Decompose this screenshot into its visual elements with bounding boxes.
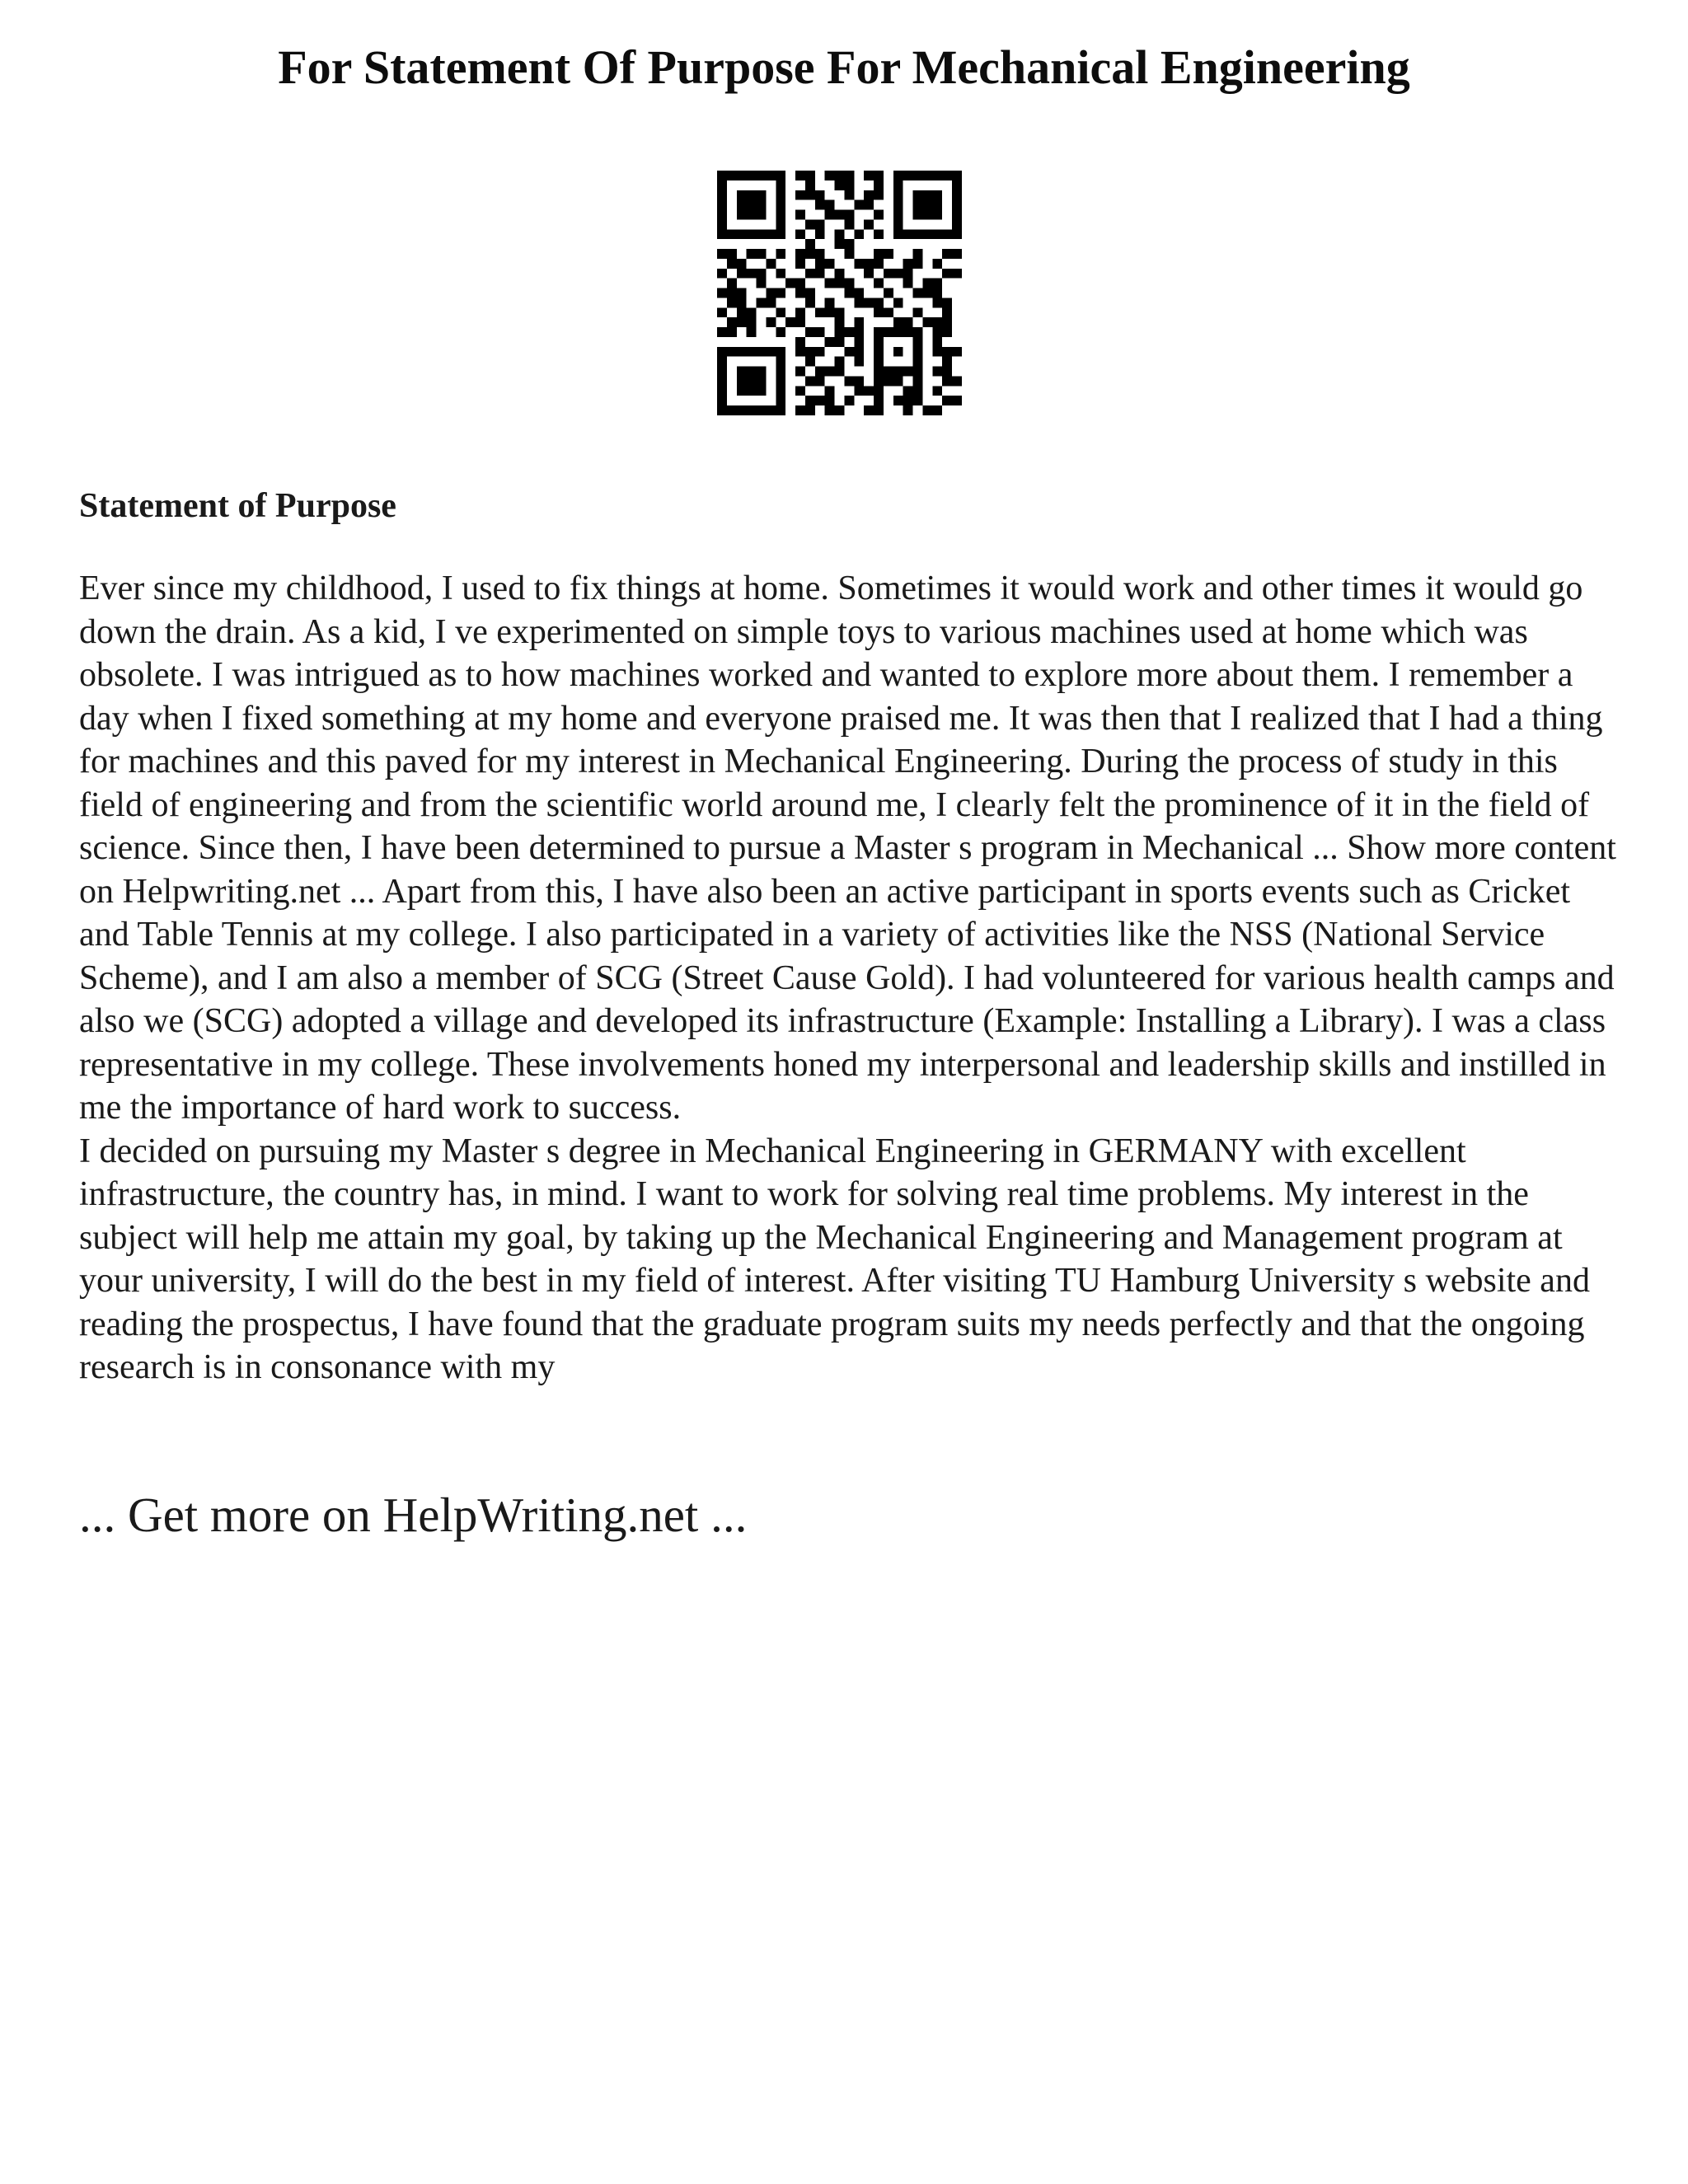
body-paragraph: I decided on pursuing my Master s degree in Mechanical Engineering in GERMANY with excellent infrastructure, the country has, in mind. I want to work for solving real time problems. My interest in the subject will help me attain my goal, by taking up the Mechanical Engineering and Management program at your university, I will do the best in my field of interest. After visiting TU Hamburg University s website and reading the prospectus, I have found that the graduate program suits my needs perfectly and that the ongoing research is in consonance with my: [79, 1132, 1590, 1386]
body-paragraph: Ever since my childhood, I used to fix things at home. Sometimes it would work and other times it would go down the drain. As a kid, I ve experimented on simple toys to various machines used at home which was obsolete. I was intrigued as to how machines worked and wanted to explore more about them. I remember a day when I fixed something at my home and everyone praised me. It was then that I realized that I had a thing for machines and this paved for my interest in Mechanical Engineering. During the process of study in this field of engineering and from the scientific world around me, I clearly felt the prominence of it in the field of science. Since then, I have been determined to pursue a Master s program in Mechanical ... Show more content on Helpwriting.net ... Apart from this, I have also been an active participant in sports events such as Cricket and Table Tennis at my college. I also participated in a variety of activities like the NSS (National Service Scheme), and I am also a member of SCG (Street Cause Gold). I had volunteered for various health camps and also we (SCG) adopted a village and developed its infrastructure (Example: Installing a Library). I was a class representative in my college. These involvements honed my interpersonal and leadership skills and instilled in me the importance of hard work to success.: [79, 569, 1616, 1127]
document-title: For Statement Of Purpose For Mechanical Engineering: [278, 40, 1410, 94]
body-text: [79, 567, 1629, 1390]
section-heading: Statement of Purpose: [79, 487, 396, 525]
qr-code-icon[interactable]: [717, 171, 962, 415]
get-more-link[interactable]: ... Get more on HelpWriting.net ...: [79, 1488, 748, 1542]
